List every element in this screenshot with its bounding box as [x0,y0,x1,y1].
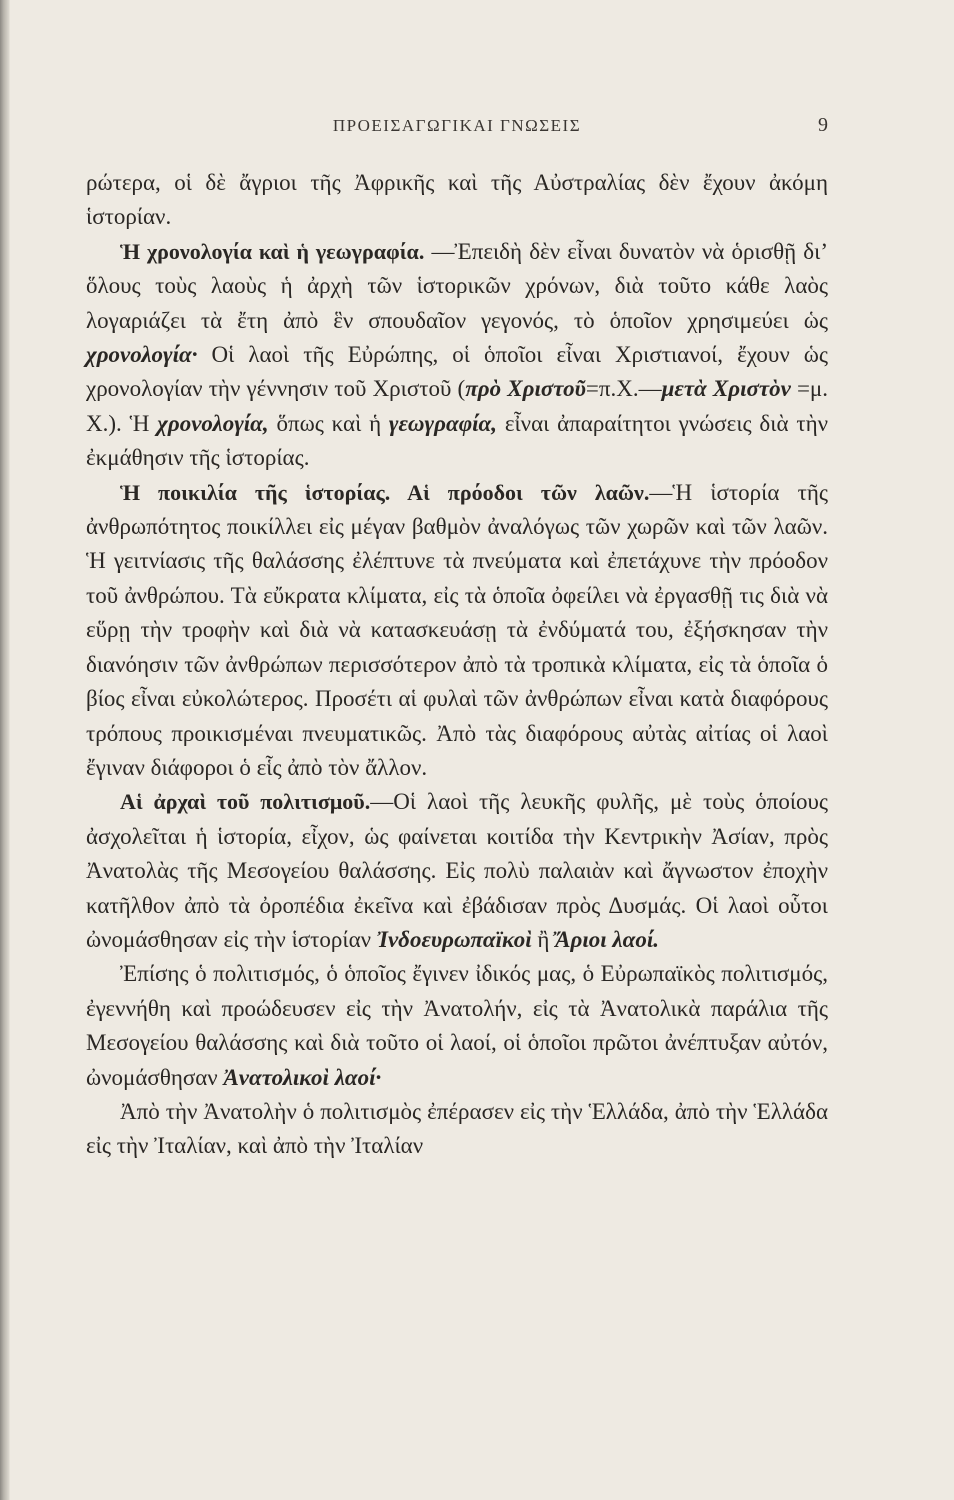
emphasis-term: χρονολογία· [86,342,198,368]
section-heading-civilization: Αἱ ἀρχαὶ τοῦ πολιτισμοῦ. [120,789,371,815]
text-run: —Οἱ λαοὶ τῆς λευκῆς φυλῆς, μὲ τοὺς ὁποίους ἀσχολεῖται ἡ ἱστορία, εἶχον, ὡς φαίνεται κοιτίδα τὴν Κεντρικὴν Ἀσίαν, πρὸς Ἀνατολὰς τῆς Μεσογείου θαλάσσης. Εἰς πολὺ παλαιὰν καὶ ἄγνωστον ἐποχὴν κατῆλθον ἀπὸ τὰ ὀροπέδια ἐκεῖνα καὶ ἐβάδισαν πρὸς Δυσμάς. Οἱ λαοὶ οὗτοι ὠνομάσθησαν εἰς τὴν ἱστορίαν [86,789,829,952]
paragraph-variety [86,476,828,786]
text-run: εἶναι ἀπαραίτητοι γνώσεις διὰ τὴν ἐκμάθησιν τῆς ἱστορίας. [86,410,828,471]
section-heading-chronology: Ἡ χρονολογία καὶ ἡ γεωγραφία. [120,238,425,264]
paragraph-chronology [86,235,828,476]
paragraph-1-text: ρώτερα, οἱ δὲ ἄγριοι τῆς Ἀφρικῆς καὶ τῆς Αὐστραλίας δὲν ἔχουν ἀκόμη ἱστορίαν. [86,170,828,230]
text-run: =μ. Χ.). Ἡ [86,376,828,436]
text-run: Οἱ λαοὶ τῆς Εὐρώπης, οἱ ὁποῖοι εἶναι Χριστιανοί, ἔχουν ὡς χρονολογίαν τὴν γέννησιν τοῦ Χριστοῦ ( [86,342,828,402]
paragraph-spread [86,1095,828,1164]
section-heading-variety: Ἡ ποικιλία τῆς ἱστορίας. [120,479,391,505]
body-text [86,166,828,1164]
text-run: ὅπως καὶ ἡ [268,410,389,436]
paragraph-european [86,957,828,1095]
text-run: Ἐπίσης ὁ πολιτισμός, ὁ ὁποῖος ἔγινεν ἰδικός μας, ὁ Εὐρωπαϊκὸς πολιτισμός, ἐγεννήθη καὶ προώδευσεν εἰς τὴν Ἀνατολήν, εἰς τὰ Ἀνατολικὰ παράλια τῆς Μεσογείου θαλάσσης καὶ διὰ τοῦτο οἱ λαοί, οἱ ὁποῖοι πρῶτοι ἀνέπτυξαν αὐτόν, ὠνομάσθησαν [86,961,828,1090]
running-title: ΠΡΟΕΙΣΑΓΩΓΙΚΑΙ ΓΝΩΣΕΙΣ [332,116,582,135]
emphasis-term: μετὰ Χριστὸν [661,376,791,402]
text-run: =π.Χ.— [585,376,662,402]
text-run: Ἀπὸ τὴν Ἀνατολὴν ὁ πολιτισμὸς ἐπέρασεν εἰς τὴν Ἑλλάδα, ἀπὸ τὴν Ἑλλάδα εἰς τὴν Ἰταλίαν, καὶ ἀπὸ τὴν Ἰταλίαν [86,1098,828,1159]
text-run: ἢ [531,926,556,952]
emphasis-term: γεωγραφία, [388,410,498,436]
page-number: 9 [818,114,828,136]
section-heading-progress: Αἱ πρόοδοι τῶν λαῶν. [390,479,650,505]
running-header [86,112,828,148]
text-run: —Ἐπειδὴ δὲν εἶναι δυνατὸν νὰ ὁρισθῇ δι’ ὅλους τοὺς λαοὺς ἡ ἀρχὴ τῶν ἱστορικῶν χρόνων, διὰ τοῦτο κάθε λαὸς λογαριάζει τὰ ἔτη ἀπὸ ἓν σπουδαῖον γεγονός, τὸ ὁποῖον χρησιμεύει ὡς [86,238,828,333]
paragraph-1 [86,166,828,235]
text-run: —Ἡ ἱστορία τῆς ἀνθρωπότητος ποικίλλει εἰς μέγαν βαθμὸν ἀναλόγως τῶν χωρῶν καὶ τῶν λαῶν. Ἡ γειτνίασις τῆς θαλάσσης ἐλέπτυνε τὰ πνεύματα καὶ ἐπετάχυνε τὴν πρόοδον τοῦ ἀνθρώπου. Τὰ εὔκρατα κλίματα, εἰς τὰ ὁποῖα ὀφείλει νὰ ἐργασθῇ τις διὰ νὰ εὕρῃ τὴν τροφὴν καὶ διὰ νὰ κατασκευάσῃ τὰ ἐνδύματά του, ἐξήσκησαν τὴν διανόησιν τῶν ἀνθρώπων περισσότερον ἀπὸ τὰ τροπικὰ κλίματα, εἰς τὰ ὁποῖα ὁ βίος εἶναι εὐκολώτερος. Προσέτι αἱ φυλαὶ τῶν ἀνθρώπων εἶναι κατὰ διαφόρους τρόπους προικισμέναι πνευματικῶς. Ἀπὸ τὰς διαφόρους αὐτὰς αἰτίας οἱ λαοὶ ἔγιναν διάφοροι ὁ εἷς ἀπὸ τὸν ἄλλον. [86,479,828,780]
emphasis-term: Ἄριοι λαοί. [555,926,659,952]
emphasis-term: πρὸ Χριστοῦ [465,376,586,402]
binding-edge [0,0,10,1500]
book-page [86,112,828,1164]
emphasis-term: χρονολογία, [157,410,269,436]
emphasis-term: Ἀνατολικοὶ λαοί· [223,1064,382,1090]
paragraph-civilization [86,785,828,957]
emphasis-term: Ἰνδοευρωπαϊκοὶ [376,926,532,952]
